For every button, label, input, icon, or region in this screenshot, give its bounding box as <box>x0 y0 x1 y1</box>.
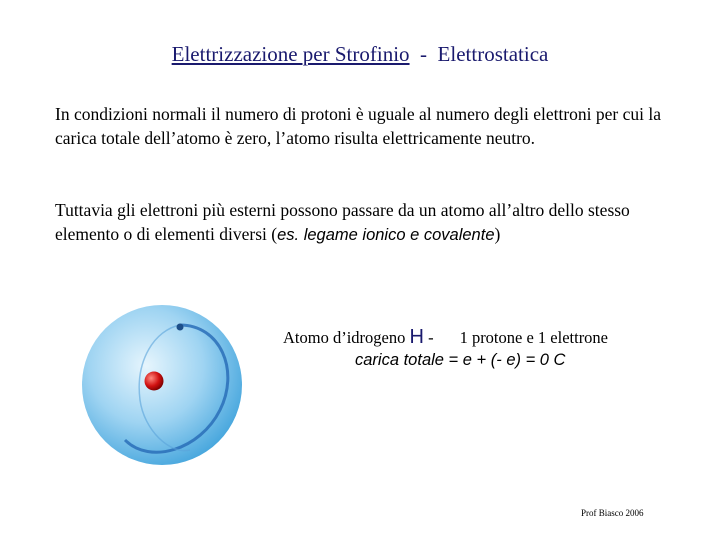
proton-dot <box>145 372 164 391</box>
atom-symbol: H <box>409 326 424 348</box>
para2-close: ) <box>494 224 501 244</box>
atom-particles: 1 protone e 1 elettrone <box>459 328 609 347</box>
atom-description <box>283 326 608 349</box>
slide-title <box>0 42 720 67</box>
paragraph-neutral-atom: In condizioni normali il numero di protoni è uguale al numero degli elettroni per cui la carica totale dell’atomo è zero, l’atomo risulta elettricamente neutro. <box>55 104 662 148</box>
hydrogen-atom-illustration <box>80 300 245 470</box>
paragraph-electron-transfer <box>55 198 675 247</box>
total-charge: carica totale = e + (- e) = 0 C <box>355 351 566 369</box>
para2-bond-types: legame ionico e covalente <box>303 226 495 244</box>
title-subject: Elettrostatica <box>437 42 549 66</box>
para2-example: es. <box>277 226 304 244</box>
title-separator: - <box>409 42 438 66</box>
author-credit: Prof Biasco 2006 <box>581 508 644 518</box>
atom-label: Atomo d’idrogeno <box>283 328 410 347</box>
para2-text: Tuttavia gli elettroni più esterni possono passare da un atomo all’altro dello stesso elemento o di elementi diversi ( <box>55 200 630 244</box>
electron-dot <box>177 324 184 331</box>
atom-dash: - <box>423 328 434 347</box>
title-main: Elettrizzazione per Strofinio <box>171 42 410 66</box>
